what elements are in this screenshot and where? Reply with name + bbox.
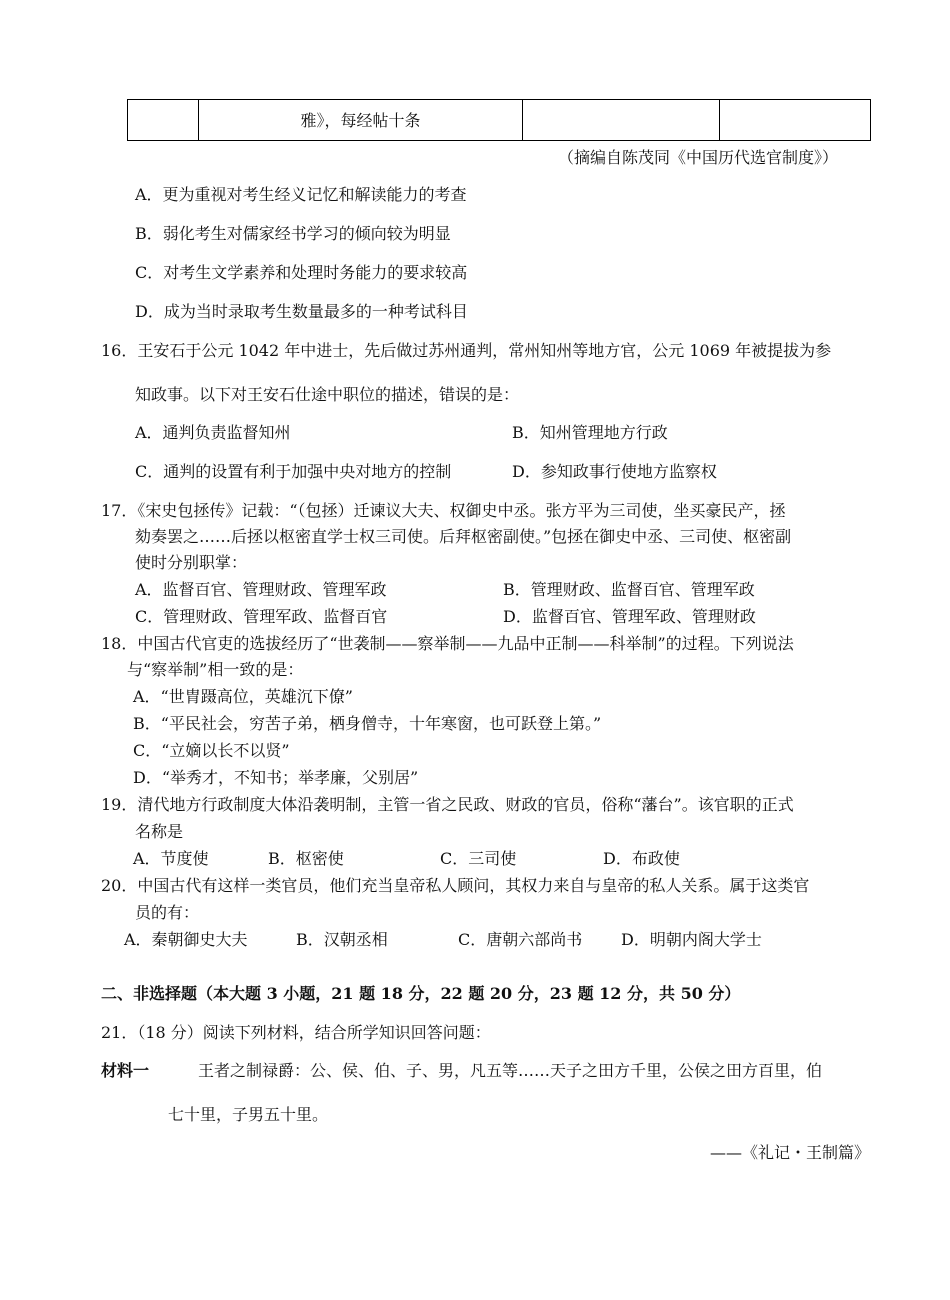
table-fragment bbox=[127, 99, 871, 141]
section-heading: 二、非选择题（本大题 3 小题，21 题 18 分，22 题 20 分，23 题 12 分，共 50 分） bbox=[101, 984, 741, 1003]
q15-option-d: D．成为当时录取考生数量最多的一种考试科目 bbox=[135, 302, 468, 321]
table-cell bbox=[128, 100, 199, 141]
q20-stem-line1: 20．中国古代有这样一类官员，他们充当皇帝私人顾问，其权力来自与皇帝的私人关系。属于这类官 bbox=[101, 876, 810, 895]
q17-option-b: B．管理财政、监督百官、管理军政 bbox=[503, 580, 755, 599]
q18-option-a: A．“世胄蹑高位，英雄沉下僚” bbox=[133, 687, 353, 706]
q19-option-c: C．三司使 bbox=[440, 849, 517, 868]
q21-intro: 21．（18 分）阅读下列材料，结合所学知识回答问题： bbox=[101, 1023, 491, 1042]
table-cell: 雅》，每经帖十条 bbox=[199, 100, 523, 141]
q17-stem-line1: 17．《宋史包拯传》记载：“（包拯）迁谏议大夫、权御史中丞。张方平为三司使，坐买豪民产，拯 bbox=[101, 501, 786, 520]
material-citation: ——《礼记・王制篇》 bbox=[710, 1143, 871, 1162]
q15-option-b: B．弱化考生对儒家经书学习的倾向较为明显 bbox=[135, 224, 451, 243]
material-text-line2: 七十里，子男五十里。 bbox=[168, 1105, 329, 1124]
q19-stem-line2: 名称是 bbox=[135, 822, 184, 841]
q20-option-c: C．唐朝六部尚书 bbox=[458, 930, 583, 949]
q16-option-b: B．知州管理地方行政 bbox=[512, 423, 668, 442]
q16-option-d: D．参知政事行使地方监察权 bbox=[512, 462, 717, 481]
q19-option-d: D．布政使 bbox=[603, 849, 680, 868]
q16-stem-line1: 16．王安石于公元 1042 年中进士，先后做过苏州通判，常州知州等地方官，公元 1069 年被提拔为参 bbox=[101, 341, 832, 360]
q16-stem-line2: 知政事。以下对王安石仕途中职位的描述，错误的是： bbox=[135, 385, 520, 404]
q19-option-b: B．枢密使 bbox=[268, 849, 344, 868]
q18-option-b: B．“平民社会，穷苦子弟，栖身僧寺，十年寒窗，也可跃登上第。” bbox=[133, 714, 602, 733]
source-citation: （摘编自陈茂同《中国历代选官制度》） bbox=[558, 148, 839, 167]
q15-option-a: A．更为重视对考生经义记忆和解读能力的考查 bbox=[135, 185, 467, 204]
table-cell bbox=[720, 100, 871, 141]
q17-stem-line3: 使时分别职掌： bbox=[135, 553, 248, 572]
q17-option-d: D．监督百官、管理军政、管理财政 bbox=[503, 607, 756, 626]
q19-stem-line1: 19．清代地方行政制度大体沿袭明制，主管一省之民政、财政的官员，俗称“藩台”。该官职的正式 bbox=[101, 795, 794, 814]
q17-stem-line2: 劾奏罢之……后拯以枢密直学士权三司使。后拜枢密副使。”包拯在御史中丞、三司使、枢密副 bbox=[135, 527, 792, 546]
table-cell bbox=[523, 100, 720, 141]
q18-stem-line2: 与“察举制”相一致的是： bbox=[127, 660, 304, 679]
q18-option-d: D．“举秀才，不知书；举孝廉，父别居” bbox=[133, 768, 419, 787]
q20-option-b: B．汉朝丞相 bbox=[296, 930, 388, 949]
q20-stem-line2: 员的有： bbox=[135, 903, 200, 922]
q19-option-a: A．节度使 bbox=[133, 849, 209, 868]
q17-option-a: A．监督百官、管理财政、管理军政 bbox=[135, 580, 387, 599]
q17-option-c: C．管理财政、管理军政、监督百官 bbox=[135, 607, 388, 626]
q20-option-a: A．秦朝御史大夫 bbox=[124, 930, 248, 949]
q16-option-a: A．通判负责监督知州 bbox=[135, 423, 291, 442]
q15-option-c: C．对考生文学素养和处理时务能力的要求较高 bbox=[135, 263, 468, 282]
material-text-line1: 王者之制禄爵：公、侯、伯、子、男，凡五等……天子之田方千里，公侯之田方百里，伯 bbox=[198, 1061, 823, 1080]
q20-option-d: D．明朝内阁大学士 bbox=[621, 930, 762, 949]
material-label: 材料一 bbox=[101, 1061, 150, 1080]
q18-option-c: C．“立嫡以长不以贤” bbox=[133, 741, 290, 760]
q18-stem-line1: 18．中国古代官吏的选拔经历了“世袭制——察举制——九品中正制——科举制”的过程。下列说法 bbox=[101, 634, 794, 653]
q16-option-c: C．通判的设置有利于加强中央对地方的控制 bbox=[135, 462, 452, 481]
